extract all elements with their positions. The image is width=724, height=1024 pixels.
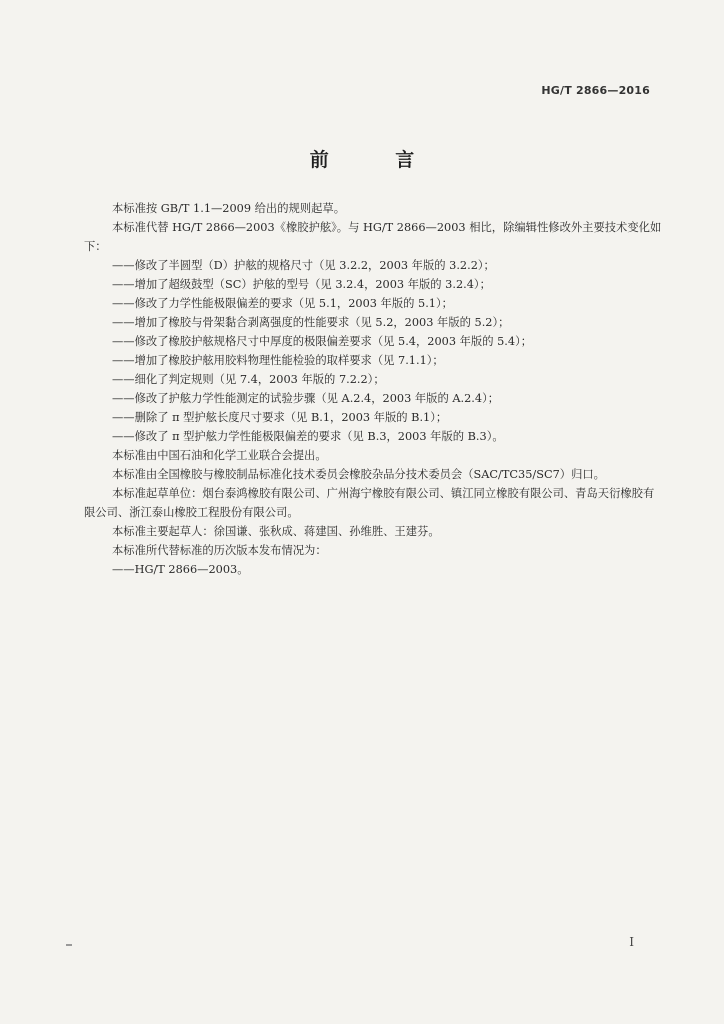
change-item: ——修改了力学性能极限偏差的要求（见 5.1，2003 年版的 5.1）；: [112, 297, 453, 310]
paragraph: 本标准主要起草人：徐国谦、张秋成、蒋建国、孙维胜、王建芬。: [112, 525, 440, 538]
page-title: 前 言: [309, 149, 445, 171]
change-item: ——增加了橡胶与骨架黏合剥离强度的性能要求（见 5.2，2003 年版的 5.2）；: [112, 316, 510, 329]
paragraph: 本标准所代替标准的历次版本发布情况为：: [112, 544, 327, 557]
foreword-body: [84, 199, 664, 579]
paragraph: 本标准代替 HG/T 2866—2003《橡胶护舷》。与 HG/T 2866—2003 相比，除编辑性修改外主要技术变化如下：: [84, 221, 662, 253]
change-item: ——修改了橡胶护舷规格尺寸中厚度的极限偏差要求（见 5.4，2003 年版的 5.4）；: [112, 335, 533, 348]
change-item: ——修改了半圆型（D）护舷的规格尺寸（见 3.2.2，2003 年版的 3.2.2）；: [112, 259, 495, 272]
paragraph: 本标准由中国石油和化学工业联合会提出。: [112, 449, 327, 462]
change-item: ——删除了 π 型护舷长度尺寸要求（见 B.1，2003 年版的 B.1）；: [112, 411, 448, 424]
change-item: ——修改了护舷力学性能测定的试验步骤（见 A.2.4，2003 年版的 A.2.4）；: [112, 392, 500, 405]
paragraph: 本标准按 GB/T 1.1—2009 给出的规则起草。: [112, 202, 346, 215]
change-item: ——修改了 π 型护舷力学性能极限偏差的要求（见 B.3，2003 年版的 B.3）。: [112, 430, 504, 443]
page-number: I: [629, 935, 634, 949]
history-item: ——HG/T 2866—2003。: [112, 563, 249, 576]
paragraph: 本标准由全国橡胶与橡胶制品标准化技术委员会橡胶杂品分技术委员会（SAC/TC35/SC7）归口。: [112, 468, 605, 481]
change-item: ——增加了橡胶护舷用胶料物理性能检验的取样要求（见 7.1.1）；: [112, 354, 444, 367]
standard-code: HG/T 2866—2016: [541, 84, 650, 97]
change-item: ——细化了判定规则（见 7.4，2003 年版的 7.2.2）；: [112, 373, 385, 386]
change-item: ——增加了超级鼓型（SC）护舷的型号（见 3.2.4，2003 年版的 3.2.4）；: [112, 278, 491, 291]
paragraph: 本标准起草单位：烟台泰鸿橡胶有限公司、广州海宁橡胶有限公司、镇江同立橡胶有限公司、青岛天衍橡胶有限公司、浙江泰山橡胶工程股份有限公司。: [84, 487, 655, 519]
scan-mark: [66, 944, 72, 946]
